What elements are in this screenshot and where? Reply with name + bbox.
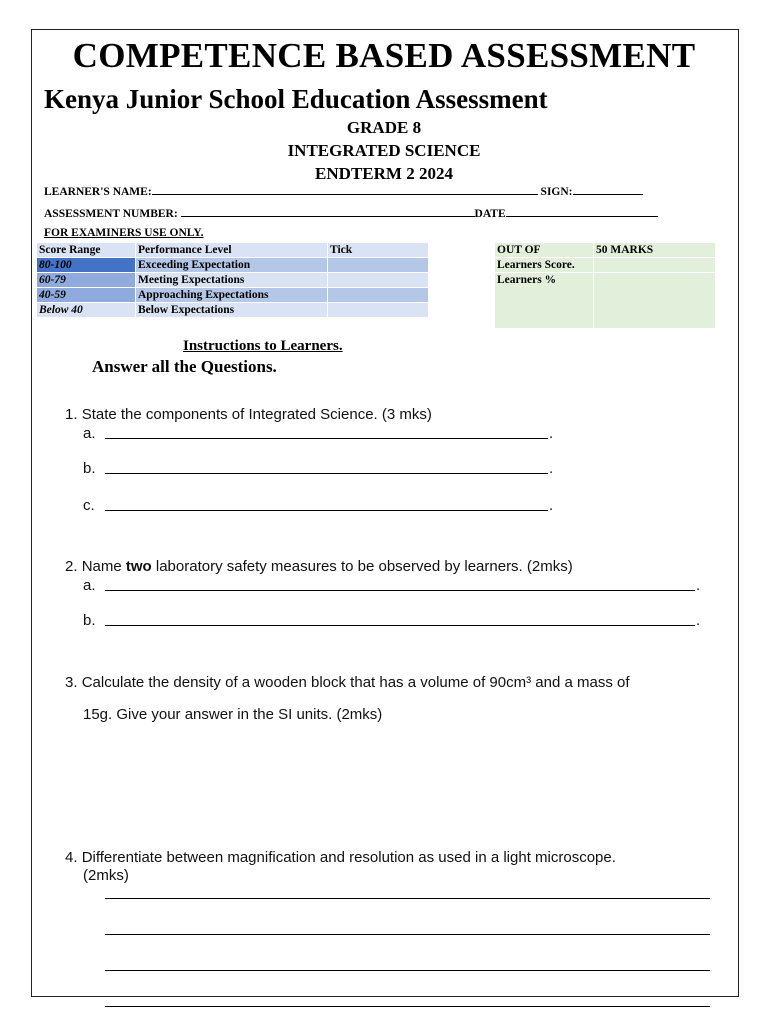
answer-line[interactable]	[105, 625, 695, 626]
question-4	[65, 849, 616, 866]
answer-line[interactable]	[105, 473, 548, 474]
header-performance-level: Performance Level	[136, 243, 328, 258]
learners-score-label: Learners Score.	[495, 258, 594, 273]
learner-name-row	[44, 184, 643, 198]
performance-level-cell: Approaching Expectations	[136, 288, 328, 303]
page-title: COMPETENCE BASED ASSESSMENT	[72, 36, 696, 75]
answer-line[interactable]	[105, 1006, 710, 1007]
answer-line[interactable]	[105, 898, 710, 899]
assessment-number-field[interactable]	[181, 206, 475, 217]
question-text: Differentiate between magnification and resolution as used in a light microscope.	[81, 849, 616, 866]
table-row	[37, 273, 429, 288]
table-row	[495, 273, 716, 329]
grade-heading: GRADE 8	[346, 118, 422, 137]
score-range-cell: 80-100	[37, 258, 136, 273]
examiners-note: FOR EXAMINERS USE ONLY.	[44, 227, 204, 239]
question-4-continued: (2mks)	[83, 867, 129, 884]
score-range-cell: 40-59	[37, 288, 136, 303]
answer-label: c.	[83, 497, 95, 514]
learners-percent-cell[interactable]	[594, 273, 716, 329]
instructions-heading: Instructions to Learners.	[183, 338, 343, 354]
answer-label: b.	[83, 460, 96, 477]
learner-name-label: LEARNER'S NAME:	[44, 186, 152, 198]
header-tick: Tick	[328, 243, 429, 258]
answer-space[interactable]	[65, 728, 715, 838]
question-number: 2.	[65, 558, 78, 575]
date-label: DATE	[474, 208, 506, 220]
tick-cell[interactable]	[328, 288, 429, 303]
question-3	[65, 674, 630, 691]
question-emphasis: two	[125, 558, 152, 575]
score-table	[36, 242, 429, 318]
question-3-continued: 15g. Give your answer in the SI units. (2mks)	[83, 706, 383, 723]
question-1	[65, 406, 432, 423]
answer-end-period: .	[696, 612, 701, 629]
score-table-header	[37, 243, 429, 258]
tick-cell[interactable]	[328, 303, 429, 318]
out-of-value: 50 MARKS	[594, 243, 716, 258]
question-text: Calculate the density of a wooden block that has a volume of 90cm³ and a mass of	[81, 674, 630, 691]
table-row	[37, 303, 429, 318]
answer-label: b.	[83, 612, 96, 629]
question-text-start: Name	[81, 558, 126, 575]
table-row	[495, 258, 716, 273]
date-field[interactable]	[506, 206, 658, 217]
question-number: 3.	[65, 674, 78, 691]
score-range-cell: 60-79	[37, 273, 136, 288]
question-text: State the components of Integrated Science. (3 mks)	[81, 406, 432, 423]
question-2	[65, 558, 573, 575]
question-text-end: laboratory safety measures to be observed by learners. (2mks)	[151, 558, 573, 575]
answer-line[interactable]	[105, 590, 695, 591]
question-number: 1.	[65, 406, 78, 423]
score-range-cell: Below 40	[37, 303, 136, 318]
answer-line[interactable]	[105, 934, 710, 935]
term-heading: ENDTERM 2 2024	[315, 164, 453, 183]
answer-end-period: .	[549, 425, 554, 442]
learners-score-cell[interactable]	[594, 258, 716, 273]
table-row	[495, 243, 716, 258]
tick-cell[interactable]	[328, 273, 429, 288]
marks-table	[494, 242, 716, 329]
assessment-number-row	[44, 206, 658, 220]
assessment-number-label: ASSESSMENT NUMBER:	[44, 208, 178, 220]
exam-body-title: Kenya Junior School Education Assessment	[44, 84, 548, 114]
answer-label: a.	[83, 577, 96, 594]
performance-level-cell: Meeting Expectations	[136, 273, 328, 288]
answer-label: a.	[83, 425, 96, 442]
answer-line[interactable]	[105, 438, 548, 439]
sign-label: SIGN:	[540, 186, 573, 198]
header-score-range: Score Range	[37, 243, 136, 258]
question-number: 4.	[65, 849, 78, 866]
tick-cell[interactable]	[328, 258, 429, 273]
learners-percent-label: Learners %	[495, 273, 594, 329]
answer-line[interactable]	[105, 970, 710, 971]
answer-end-period: .	[549, 497, 554, 514]
table-row	[37, 258, 429, 273]
answer-end-period: .	[696, 577, 701, 594]
out-of-label: OUT OF	[495, 243, 594, 258]
learner-name-field[interactable]	[152, 184, 538, 195]
instructions-text: Answer all the Questions.	[92, 357, 277, 376]
subject-heading: INTEGRATED SCIENCE	[287, 141, 481, 160]
answer-end-period: .	[549, 460, 554, 477]
performance-level-cell: Below Expectations	[136, 303, 328, 318]
answer-line[interactable]	[105, 510, 548, 511]
performance-level-cell: Exceeding Expectation	[136, 258, 328, 273]
table-row	[37, 288, 429, 303]
sign-field[interactable]	[573, 184, 643, 195]
